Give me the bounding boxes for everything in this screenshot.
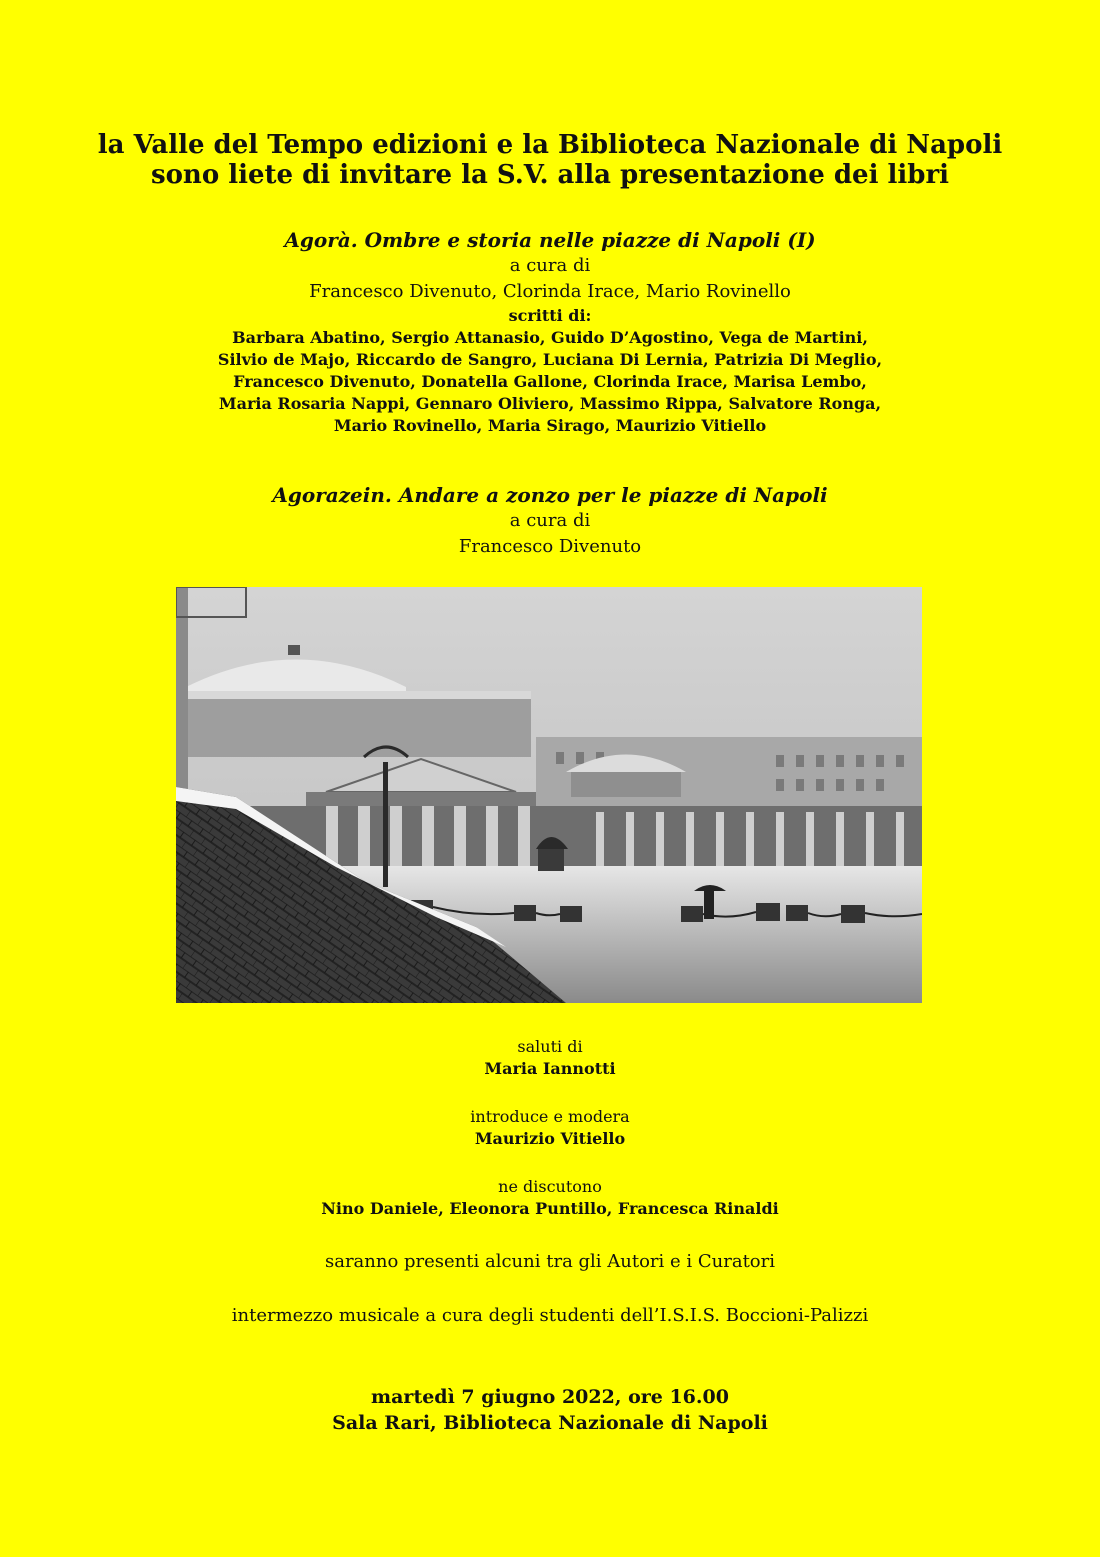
author-line: Francesco Divenuto, Donatella Gallone, Clorinda Irace, Marisa Lembo,: [233, 372, 867, 391]
piazza-plebiscito-snow-photo: [176, 587, 922, 1003]
moderator-label: introduce e modera: [470, 1107, 630, 1126]
invitation-header: [0, 130, 1100, 190]
book-1-curators: Francesco Divenuto, Clorinda Irace, Mario Rovinello: [309, 281, 791, 302]
moderator-name: Maurizio Vitiello: [474, 1129, 626, 1148]
book-2-title: Agorazein. Andare a zonzo per le piazze di Napoli: [272, 483, 828, 507]
book-1-section: [0, 227, 1100, 437]
discussants-label: ne discutono: [498, 1177, 602, 1196]
book-2-curator: Francesco Divenuto: [458, 536, 642, 557]
book-1-authors: [0, 327, 1100, 437]
book-2-section: [0, 482, 1100, 560]
music-note: intermezzo musicale a cura degli studenti dell’I.S.I.S. Boccioni-Palizzi: [231, 1305, 869, 1326]
author-line: Silvio de Majo, Riccardo de Sangro, Luciana Di Lernia, Patrizia Di Meglio,: [217, 350, 883, 369]
book-1-writings-label: scritti di:: [508, 306, 592, 325]
author-line: Maria Rosaria Nappi, Gennaro Oliviero, Massimo Rippa, Salvatore Ronga,: [218, 394, 882, 413]
greetings-label: saluti di: [517, 1037, 583, 1056]
book-1-curated-label: a cura di: [509, 255, 591, 276]
event-venue: Sala Rari, Biblioteca Nazionale di Napoli: [332, 1412, 768, 1434]
presence-note: saranno presenti alcuni tra gli Autori e i Curatori: [324, 1251, 776, 1272]
header-line-2: sono liete di invitare la S.V. alla presentazione dei libri: [150, 160, 950, 190]
header-line-1: la Valle del Tempo edizioni e la Biblioteca Nazionale di Napoli: [97, 130, 1003, 160]
event-program: [0, 1036, 1100, 1328]
author-line: Mario Rovinello, Maria Sirago, Maurizio Vitiello: [333, 416, 767, 435]
book-1-title: Agorà. Ombre e storia nelle piazze di Napoli (I): [284, 228, 816, 252]
author-line: Barbara Abatino, Sergio Attanasio, Guido D’Agostino, Vega de Martini,: [232, 328, 868, 347]
event-date-venue: [0, 1384, 1100, 1436]
discussants-names: Nino Daniele, Eleonora Puntillo, Francesca Rinaldi: [321, 1199, 779, 1218]
book-2-curated-label: a cura di: [509, 510, 591, 531]
event-date: martedì 7 giugno 2022, ore 16.00: [371, 1386, 729, 1408]
greetings-name: Maria Iannotti: [484, 1059, 616, 1078]
